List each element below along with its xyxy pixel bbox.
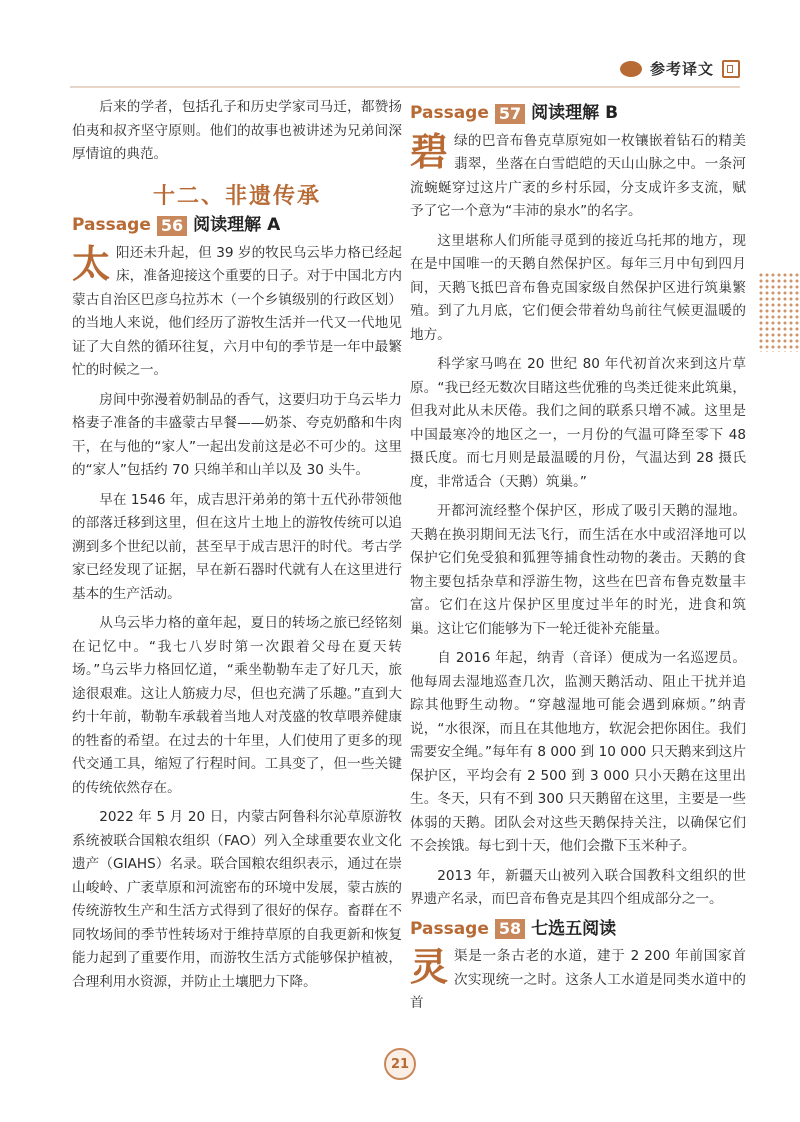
passage-57-paragraph-4: 开都河流经整个保护区，形成了吸引天鹅的湿地。天鹅在换羽期间无法飞行，而生活在水中或沼泽地可以保护它们免受狼和狐狸等捕食性动物的袭击。天鹅的食物主要包括杂草和浮游生物，这些在巴音布鲁克数量丰富。它们在这片保护区里度过半年的时光，进食和筑巢。这让它们能够为下一轮迁徙补充能量。 xyxy=(410,503,746,637)
header-oval-icon xyxy=(620,61,642,77)
passage-word: Passage xyxy=(410,918,489,939)
section-header-tag xyxy=(620,58,740,79)
passage-56-paragraph-1: 太阳还未升起，但 39 岁的牧民乌云毕力格已经起床，准备迎接这个重要的日子。对于中国北方内蒙古自治区巴彦乌拉苏木（一个乡镇级别的行政区划）的当地人来说，他们经历了游牧生活并一代又一代地见证了大自然的循环往复，六月中旬的季节是一年中最繁忙的时候之一。 xyxy=(72,240,402,378)
page-number: 21 xyxy=(384,1048,416,1080)
passage-57-paragraph-5: 自 2016 年起，纳青（音译）便成为一名巡逻员。他每周去湿地巡查几次，监测天鹅活动、阻止干扰并追踪其他野生动物。“穿越湿地可能会遇到麻烦。”纳青说，“水很深，而且在其他地方，软泥会把你困住。我们需要安全绳。”每年有 8 000 到 10 000 只天鹅来到这片保护区，平均会有 2 500 到 3 000 只小天鹅在这里出生。冬天，只有不到 300 只天鹅留在这里，主要是一些体弱的天鹅。团队会对这些天鹅保持关注，以确保它们不会挨饿。每七到十天，他们会撒下玉米种子。 xyxy=(410,650,746,854)
passage-type: 阅读理解 B xyxy=(531,103,619,123)
passage-number: 57 xyxy=(495,104,525,124)
passage-56-paragraph-5: 2022 年 5 月 20 日，内蒙古阿鲁科尔沁草原游牧系统被联合国粮农组织（FAO）列入全球重要农业文化遗产（GIAHS）名录。联合国粮农组织表示，通过在崇山峻岭、广袤草原和河流密布的环境中发展，蒙古族的传统游牧生产和生活方式得到了很好的保存。畜群在不同牧场间的季节性转场对于维持草原的自我更新和恢复能力起到了重要作用，而游牧生活方式能够保护植被，合理利用水资源，并防止土壤肥力下降。 xyxy=(72,809,402,990)
dropcap: 太 xyxy=(72,240,111,286)
section-title: 十二、非遗传承 xyxy=(152,183,321,209)
passage-56-heading xyxy=(72,214,402,238)
passage-56-paragraph-2: 房间中弥漫着奶制品的香气，这要归功于乌云毕力格妻子准备的丰盛蒙古早餐——奶茶、夸克奶酪和牛肉干，在与他的“家人”一起出发前这是必不可少的。这里的“家人”包括约 70 只绵羊和山羊以及 30 头牛。 xyxy=(72,391,402,478)
passage-56-paragraph-3: 早在 1546 年，成吉思汗弟弟的第十五代孙带领他的部落迁移到这里，但在这片土地上的游牧传统可以追溯到多个世纪以前，甚至早于成吉思汗的时代。考古学家已经发现了证据，早在新石器时代就有人在这里进行基本的生产活动。 xyxy=(72,491,402,602)
passage-type: 七选五阅读 xyxy=(531,918,617,939)
passage-57-paragraph-3: 科学家马鸣在 20 世纪 80 年代初首次来到这片草原。“我已经无数次目睹这些优雅的鸟类迁徙来此筑巢，但我对此从未厌倦。我们之间的联系只增不减。这里是中国最寒冷的地区之一，一月份的气温可降至零下 48 摄氏度。而七月则是最温暖的月份，气温达到 28 摄氏度，非常适合（天鹅）筑巢。” xyxy=(410,356,746,490)
passage-type: 阅读理解 A xyxy=(193,215,281,235)
header-title: 参考译文 xyxy=(649,60,714,78)
left-column xyxy=(72,96,402,1000)
passage-number: 56 xyxy=(157,216,187,236)
dropcap: 灵 xyxy=(410,944,449,989)
passage-number: 58 xyxy=(495,919,525,939)
passage-56-paragraph-4: 从乌云毕力格的童年起，夏日的转场之旅已经铭刻在记忆中。“我七八岁时第一次跟着父母在夏天转场。”乌云毕力格回忆道，“乘坐勒勒车走了好几天，旅途很艰难。这让人筋疲力尽，但也充满了乐趣。”直到大约十年前，勒勒车承载着当地人对茂盛的牧草喂养健康的牲畜的希望。在过去的十年里，人们使用了更多的现代交通工具，缩短了行程时间。工具变了，但一些关键的传统依然存在。 xyxy=(72,615,402,796)
passage-57-paragraph-6: 2013 年，新疆天山被列入联合国教科文组织的世界遗产名录，而巴音布鲁克是其四个组成部分之一。 xyxy=(410,867,746,907)
passage-word: Passage xyxy=(410,103,489,123)
passage-57-paragraph-2: 这里堪称人们所能寻觅到的接近乌托邦的地方，现在是中国唯一的天鹅自然保护区。每年三月中旬到四月间，天鹅飞抵巴音布鲁克国家级自然保护区进行筑巢繁殖。到了九月底，它们便会带着幼鸟前往气候更温暖的地方。 xyxy=(410,232,746,343)
passage-57-heading xyxy=(410,102,746,126)
right-column xyxy=(410,96,746,1022)
passage-word: Passage xyxy=(72,215,151,235)
decorative-dot-pattern xyxy=(758,272,800,352)
passage-58-heading xyxy=(410,918,746,942)
intro-paragraph: 后来的学者，包括孔子和历史学家司马迁，都赞扬伯夷和叔齐坚守原则。他们的故事也被讲述为兄弟间深厚情谊的典范。 xyxy=(72,99,402,162)
passage-57-paragraph-1: 碧绿的巴音布鲁克草原宛如一枚镶嵌着钻石的精美翡翠，坐落在白雪皑皑的天山山脉之中。一条河流蜿蜒穿过这片广袤的乡村乐园，分支成许多支流，赋予了它一个意为“丰沛的泉水”的名字。 xyxy=(410,128,746,219)
dropcap: 碧 xyxy=(410,128,449,174)
header-box-icon xyxy=(722,60,740,78)
header-divider xyxy=(70,86,740,88)
passage-58-paragraph-1: 灵渠是一条古老的水道，建于 2 200 年前国家首次实现统一之时。这条人工水道是同类水道中的首 xyxy=(410,944,746,1011)
